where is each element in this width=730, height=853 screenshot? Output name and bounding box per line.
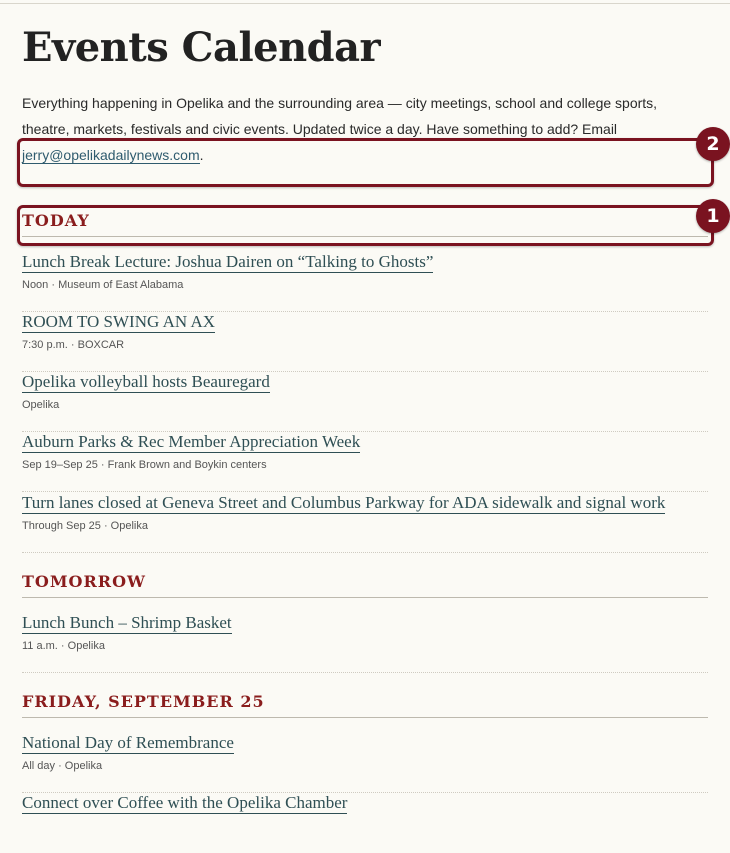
event-meta: Sep 19–Sep 25 · Frank Brown and Boykin centers	[22, 459, 267, 471]
top-divider	[0, 3, 730, 4]
event-item	[22, 372, 708, 432]
event-title-link[interactable]: Lunch Break Lecture: Joshua Dairen on “Talking to Ghosts”	[22, 252, 434, 271]
event-title-link[interactable]: Connect over Coffee with the Opelika Chamber	[22, 793, 348, 812]
section-heading-tomorrow: TOMORROW	[22, 572, 708, 598]
event-title-link[interactable]: Opelika volleyball hosts Beauregard	[22, 372, 270, 391]
event-meta: Through Sep 25 · Opelika	[22, 520, 148, 532]
section-heading-today: TODAY	[22, 211, 708, 237]
event-item	[22, 613, 708, 673]
event-meta: Noon · Museum of East Alabama	[22, 279, 184, 291]
event-meta: 7:30 p.m. · BOXCAR	[22, 339, 125, 351]
event-meta: All day · Opelika	[22, 760, 103, 772]
event-item	[22, 432, 708, 492]
callout-badge-1: 1	[696, 199, 730, 233]
event-item	[22, 793, 708, 853]
page-title: Events Calendar	[22, 24, 381, 71]
event-item	[22, 312, 708, 372]
event-item	[22, 493, 708, 553]
callout-badge-2: 2	[696, 127, 730, 161]
callout-box-2	[17, 138, 714, 187]
event-title-link[interactable]: Turn lanes closed at Geneva Street and Columbus Parkway for ADA sidewalk and signal work	[22, 493, 666, 512]
event-title-link[interactable]: National Day of Remembrance	[22, 733, 234, 752]
event-meta: Opelika	[22, 399, 60, 411]
event-title-link[interactable]: Auburn Parks & Rec Member Appreciation Week	[22, 432, 361, 451]
intro-end: .	[199, 147, 204, 163]
contact-email-link[interactable]: jerry@opelikadailynews.com	[22, 147, 200, 163]
event-title-link[interactable]: ROOM TO SWING AN AX	[22, 312, 216, 331]
event-meta: 11 a.m. · Opelika	[22, 640, 105, 652]
event-title-link[interactable]: Lunch Bunch – Shrimp Basket	[22, 613, 232, 632]
event-item	[22, 252, 708, 312]
event-item	[22, 733, 708, 793]
section-heading-friday: FRIDAY, SEPTEMBER 25	[22, 692, 708, 718]
intro-text: Everything happening in Opelika and the surrounding area — city meetings, school and college sports, theatre, markets, festivals and civic events. Updated twice a day. Have something to add? Email	[22, 95, 658, 137]
callout-box-1	[17, 205, 714, 246]
